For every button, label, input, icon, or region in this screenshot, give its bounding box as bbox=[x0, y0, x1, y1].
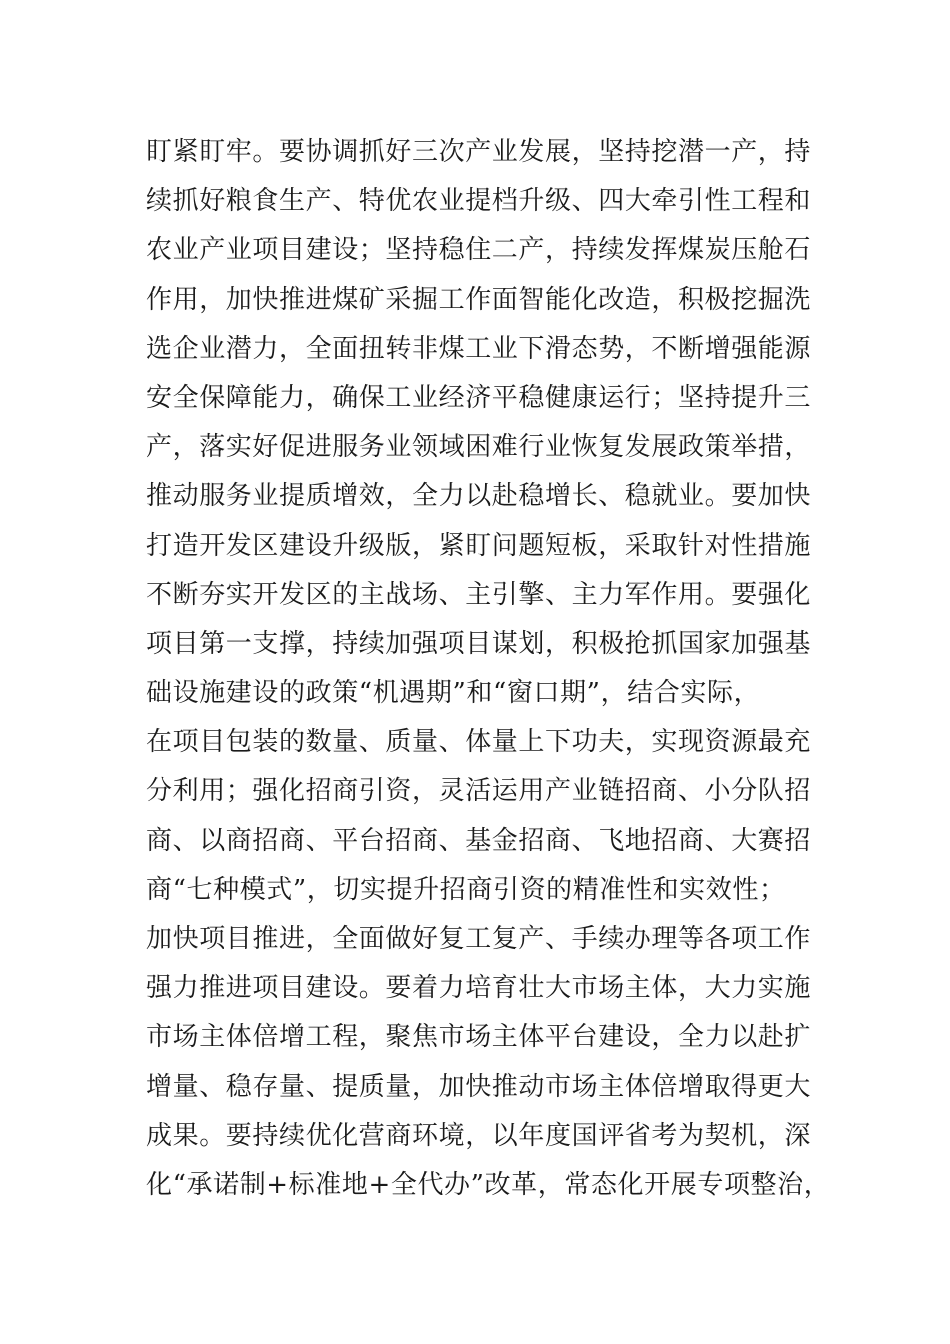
text-line: 市场主体倍增工程，聚焦市场主体平台建设，全力以赴扩 bbox=[146, 1022, 812, 1053]
text-line: 商、以商招商、平台招商、基金招商、飞地招商、大赛招 bbox=[146, 825, 812, 856]
text-line: 加快项目推进，全面做好复工复产、手续办理等各项工作 bbox=[146, 924, 812, 954]
text-line: 成果。要持续优化营商环境，以年度国评省考为契机，深 bbox=[146, 1120, 812, 1151]
text-line: 推动服务业提质增效，全力以赴稳增长、稳就业。要加快 bbox=[146, 481, 812, 512]
text-line: 产，落实好促进服务业领域困难行业恢复发展政策举措， bbox=[146, 432, 812, 463]
text-line: 增量、稳存量、提质量，加快推动市场主体倍增取得更大 bbox=[146, 1071, 812, 1102]
text-line: 化“承诺制+标准地+全代办”改革，常态化开展专项整治， bbox=[146, 1169, 831, 1200]
text-line: 商“七种模式”，切实提升招商引资的精准性和实效性； bbox=[146, 874, 786, 905]
text-line: 打造开发区建设升级版，紧盯问题短板，采取针对性措施 bbox=[146, 530, 812, 561]
text-line: 在项目包装的数量、质量、体量上下功夫，实现资源最充 bbox=[146, 727, 812, 758]
body-paragraph bbox=[146, 128, 846, 1210]
text-line: 作用，加快推进煤矿采掘工作面智能化改造，积极挖掘洗 bbox=[146, 284, 812, 315]
text-line: 续抓好粮食生产、特优农业提档升级、四大牵引性工程和 bbox=[146, 186, 812, 217]
text-line: 强力推进项目建设。要着力培育壮大市场主体，大力实施 bbox=[146, 973, 812, 1004]
text-line: 不断夯实开发区的主战场、主引擎、主力军作用。要强化 bbox=[146, 579, 812, 610]
text-line: 选企业潜力，全面扭转非煤工业下滑态势，不断增强能源 bbox=[146, 333, 812, 364]
text-line: 础设施建设的政策“机遇期”和“窗口期”，结合实际， bbox=[146, 678, 761, 709]
text-line: 分利用；强化招商引资，灵活运用产业链招商、小分队招 bbox=[146, 776, 812, 807]
text-line: 项目第一支撑，持续加强项目谋划，积极抢抓国家加强基 bbox=[146, 628, 812, 659]
text-line: 农业产业项目建设；坚持稳住二产，持续发挥煤炭压舱石 bbox=[146, 235, 812, 266]
text-line: 安全保障能力，确保工业经济平稳健康运行；坚持提升三 bbox=[146, 382, 812, 413]
text-line: 盯紧盯牢。要协调抓好三次产业发展，坚持挖潜一产，持 bbox=[146, 137, 812, 167]
